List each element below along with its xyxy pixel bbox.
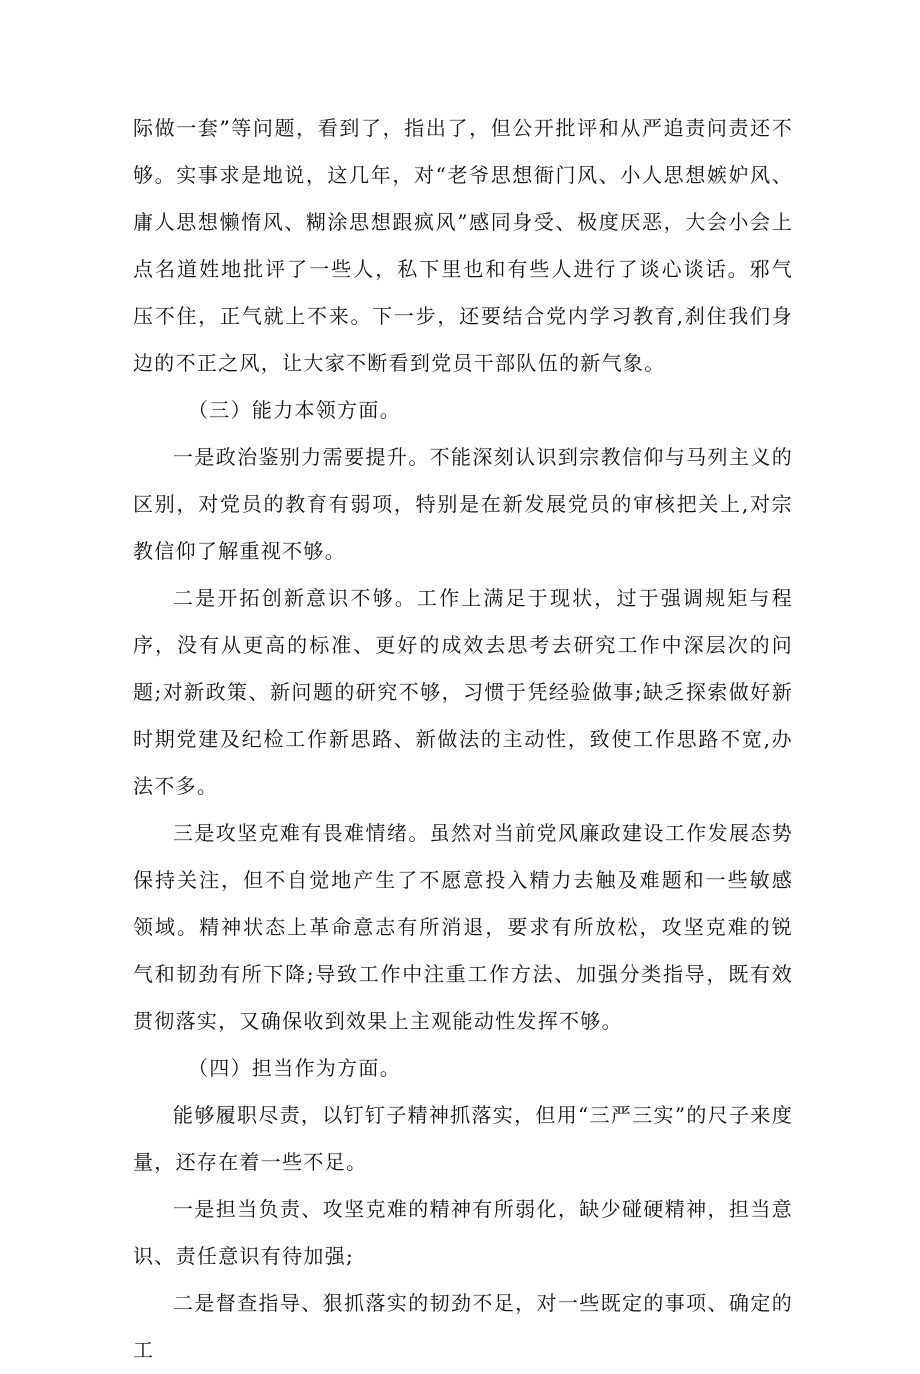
paragraph-innovation: 二是开拓创新意识不够。工作上满足于现状，过于强调规矩与程序，没有从更高的标准、更好的成效去思考去研究工作中深层次的问题;对新政策、新问题的研究不够，习惯于凭经验做事;缺乏探索做好新时期党建及纪检工作新思路、新做法的主动性，致使工作思路不宽,办法不多。 bbox=[133, 586, 793, 798]
paragraph-duty: 能够履职尽责，以钉钉子精神抓落实，但用“三严三实”的尺子来度量，还存在着一些不足。 bbox=[133, 1103, 793, 1174]
paragraph-difficulties: 三是攻坚克难有畏难情绪。虽然对当前党风廉政建设工作发展态势保持关注，但不自觉地产生了不愿意投入精力去触及难题和一些敏感领域。精神状态上革命意志有所消退，要求有所放松，攻坚克难的锐气和韧劲有所下降;导致工作中注重工作方法、加强分类指导，既有效贯彻落实，又确保收到效果上主观能动性发挥不够。 bbox=[133, 821, 793, 1033]
section-heading-ability: （三）能力本领方面。 bbox=[188, 398, 401, 422]
paragraph-political-discernment: 一是政治鉴别力需要提升。不能深刻认识到宗教信仰与马列主义的区别，对党员的教育有弱项，特别是在新发展党员的审核把关上,对宗教信仰了解重视不够。 bbox=[133, 445, 793, 563]
section-heading-responsibility: （四）担当作为方面。 bbox=[188, 1056, 401, 1080]
document-body bbox=[133, 105, 793, 1374]
paragraph-continuation: 际做一套”等问题，看到了，指出了，但公开批评和从严追责问责还不够。实事求是地说，这几年，对“老爷思想衙门风、小人思想嫉妒风、庸人思想懒惰风、糊涂思想跟疯风”感同身受、极度厌恶，大会小会上点名道姓地批评了一些人，私下里也和有些人进行了谈心谈话。邪气压不住，正气就上不来。下一步，还要结合党内学习教育,刹住我们身边的不正之风，让大家不断看到党员干部队伍的新气象。 bbox=[133, 116, 793, 375]
paragraph-responsibility-two: 二是督查指导、狠抓落实的韧劲不足，对一些既定的事项、确定的工 bbox=[133, 1291, 793, 1362]
paragraph-responsibility-one: 一是担当负责、攻坚克难的精神有所弱化，缺少碰硬精神，担当意识、责任意识有待加强; bbox=[133, 1197, 793, 1268]
